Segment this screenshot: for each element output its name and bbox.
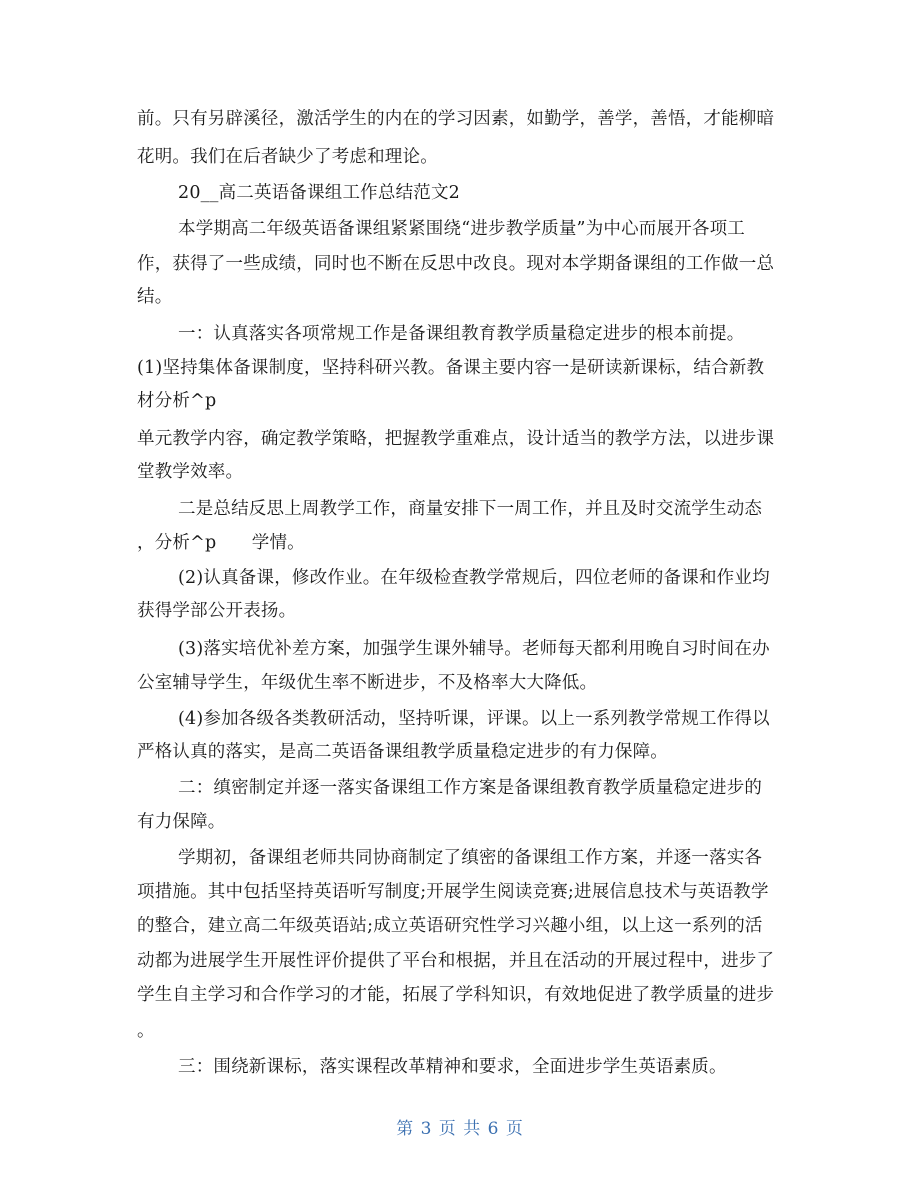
paragraph-line: ，分析^p 学情。 bbox=[137, 533, 305, 553]
paragraph-line: 二：缜密制定并逐一落实备课组工作方案是备课组教育教学质量稳定进步的 bbox=[178, 778, 763, 798]
page-number-footer: 第 3 页 共 6 页 bbox=[396, 1119, 524, 1139]
paragraph-line: 动都为进展学生开展性评价提供了平台和根据，并且在活动的开展过程中，进步了 bbox=[137, 951, 775, 971]
paragraph-line: 作，获得了一些成绩，同时也不断在反思中改良。现对本学期备课组的工作做一总 bbox=[137, 254, 775, 274]
paragraph-line: (2)认真备课，修改作业。在年级检查教学常规后，四位老师的备课和作业均 bbox=[178, 568, 770, 588]
paragraph-line: (4)参加各级各类教研活动，坚持听课，评课。以上一系列教学常规工作得以 bbox=[178, 709, 770, 729]
paragraph-line: 学生自主学习和合作学习的才能，拓展了学科知识，有效地促进了教学质量的进步 bbox=[137, 985, 775, 1005]
paragraph-line: 结。 bbox=[137, 287, 173, 307]
paragraph-line: 项措施。其中包括坚持英语听写制度;开展学生阅读竞赛;进展信息技术与英语教学 bbox=[137, 882, 769, 902]
paragraph-line: 一：认真落实各项常规工作是备课组教育教学质量稳定进步的根本前提。 bbox=[178, 324, 745, 344]
paragraph-line: 堂教学效率。 bbox=[137, 462, 244, 482]
paragraph-line: 二是总结反思上周教学工作，商量安排下一周工作，并且及时交流学生动态 bbox=[178, 499, 763, 519]
paragraph-line: 公室辅导学生，年级优生率不断进步，不及格率大大降低。 bbox=[137, 673, 598, 693]
paragraph-line: 花明。我们在后者缺少了考虑和理论。 bbox=[137, 147, 438, 167]
paragraph-line: 三：围绕新课标，落实课程改革精神和要求，全面进步学生英语素质。 bbox=[178, 1057, 727, 1077]
paragraph-line: 前。只有另辟溪径，激活学生的内在的学习因素，如勤学，善学，善悟，才能柳暗 bbox=[137, 109, 775, 129]
paragraph-line: 本学期高二年级英语备课组紧紧围绕“进步教学质量”为中心而展开各项工 bbox=[178, 219, 745, 239]
paragraph-line: 严格认真的落实，是高二英语备课组教学质量稳定进步的有力保障。 bbox=[137, 742, 668, 762]
section-heading: 20__高二英语备课组工作总结范文2 bbox=[178, 183, 461, 203]
paragraph-line: (3)落实培优补差方案，加强学生课外辅导。老师每天都利用晚自习时间在办 bbox=[178, 639, 770, 659]
paragraph-line: 学期初，备课组老师共同协商制定了缜密的备课组工作方案，并逐一落实各 bbox=[178, 848, 763, 868]
paragraph-line: 有力保障。 bbox=[137, 812, 226, 832]
paragraph-line: 。 bbox=[137, 1021, 155, 1041]
paragraph-line: 的整合，建立高二年级英语站;成立英语研究性学习兴趣小组，以上这一系列的活 bbox=[137, 916, 763, 936]
paragraph-line: 单元教学内容，确定教学策略，把握教学重难点，设计适当的教学方法，以进步课 bbox=[137, 429, 775, 449]
paragraph-line: (1)坚持集体备课制度，坚持科研兴教。备课主要内容一是研读新课标，结合新教 bbox=[137, 358, 765, 378]
paragraph-line: 材分析^p bbox=[137, 391, 217, 411]
paragraph-line: 获得学部公开表扬。 bbox=[137, 601, 297, 621]
